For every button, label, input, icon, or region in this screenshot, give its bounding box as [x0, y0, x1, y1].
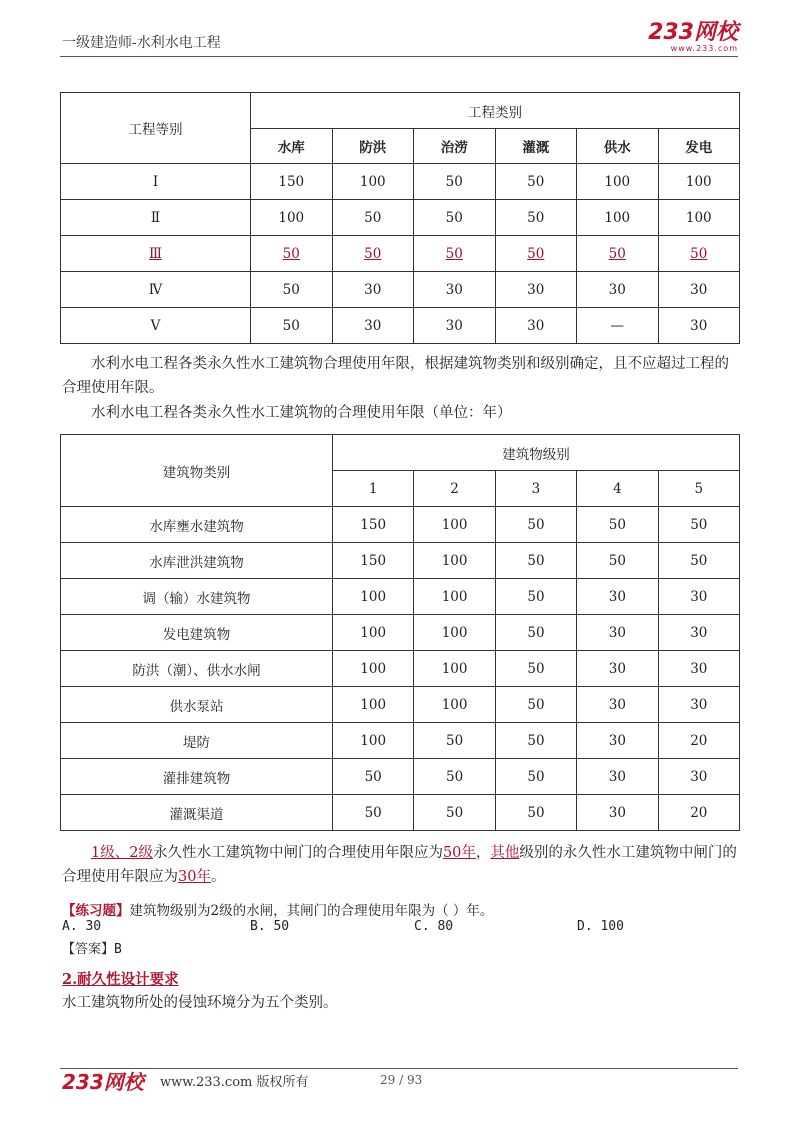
table2-column-header: 5: [658, 471, 739, 507]
table-cell: 50: [495, 507, 576, 543]
table-cell: 30: [658, 651, 739, 687]
paragraph-service-life: 水利水电工程各类永久性水工建筑物合理使用年限，根据建筑物类别和级别确定，且不应超过工程的合理使用年限。: [62, 356, 729, 396]
footer-divider: [60, 1068, 738, 1069]
table1-column-header: 供水: [577, 129, 659, 164]
table-cell: 50: [495, 723, 576, 759]
table-cell: 30: [414, 308, 496, 344]
table-row: [61, 236, 740, 272]
table-cell: 50: [333, 795, 414, 831]
table-cell: 30: [577, 651, 658, 687]
section-title: [62, 968, 740, 992]
table-cell: 30: [495, 272, 577, 308]
building-type-cell: 防洪（潮）、供水水闸: [61, 651, 333, 687]
table-cell: 100: [577, 200, 659, 236]
table-row: [61, 164, 740, 200]
table-cell: 100: [333, 615, 414, 651]
table-cell: 50: [495, 200, 577, 236]
table-cell: 50: [577, 507, 658, 543]
table-cell: 50: [414, 200, 496, 236]
building-type-cell: 灌排建筑物: [61, 759, 333, 795]
option-b: B. 50: [250, 919, 290, 934]
table-cell: 30: [495, 308, 577, 344]
table-cell: 100: [333, 579, 414, 615]
table-cell: 100: [577, 164, 659, 200]
table-row: [61, 272, 740, 308]
grade-cell: Ⅳ: [61, 272, 251, 308]
table-cell: 20: [658, 723, 739, 759]
table-cell: 50: [333, 759, 414, 795]
table2-group-header: 建筑物级别: [333, 435, 740, 471]
table-cell: 50: [495, 543, 576, 579]
header-divider: [60, 56, 738, 57]
table-cell: 150: [251, 164, 333, 200]
table-cell: 30: [577, 759, 658, 795]
table-cell: 100: [414, 507, 495, 543]
table-row: [61, 579, 740, 615]
table-cell: 100: [414, 651, 495, 687]
table-cell: 50: [332, 200, 414, 236]
table-cell: 30: [577, 687, 658, 723]
option-c: C. 80: [414, 919, 454, 934]
logo-text: 233网校: [648, 20, 738, 45]
table-cell: 50: [658, 543, 739, 579]
table1-row-header: 工程等别: [61, 93, 251, 164]
table-cell: 50: [658, 236, 740, 272]
table-row: [61, 795, 740, 831]
table-row: [61, 543, 740, 579]
table2-column-header: 4: [577, 471, 658, 507]
table-cell: 50: [495, 687, 576, 723]
table-cell: 100: [251, 200, 333, 236]
table-cell: 50: [495, 164, 577, 200]
table-cell: 30: [332, 308, 414, 344]
table2-row-header: 建筑物类别: [61, 435, 333, 507]
table-cell: 100: [658, 200, 740, 236]
table-row: [61, 723, 740, 759]
table-cell: 50: [495, 795, 576, 831]
footer-logo: 233网校: [62, 1070, 144, 1094]
building-type-cell: 水库壅水建筑物: [61, 507, 333, 543]
document-title: 一级建造师-水利水电工程: [62, 35, 221, 51]
table-cell: 50: [414, 236, 496, 272]
option-d: D. 100: [577, 919, 624, 934]
project-grade-table: [60, 92, 740, 344]
note-comma: ，: [475, 845, 491, 861]
table-cell: 30: [658, 687, 739, 723]
building-type-cell: 调（输）水建筑物: [61, 579, 333, 615]
table-row: [61, 200, 740, 236]
note-grade-1-2: 1级、2级: [91, 845, 153, 861]
table2-column-header: 1: [333, 471, 414, 507]
table-cell: 20: [658, 795, 739, 831]
table-cell: 150: [333, 543, 414, 579]
table-cell: 100: [414, 687, 495, 723]
table1-column-header: 水库: [251, 129, 333, 164]
note-30-years: 30年: [178, 869, 211, 885]
table1-column-header: 治涝: [414, 129, 496, 164]
table-row: [61, 507, 740, 543]
section-text: 水工建筑物所处的侵蚀环境分为五个类别。: [62, 995, 338, 1011]
table-row: [61, 615, 740, 651]
table-cell: 100: [333, 723, 414, 759]
exercise-text: 建筑物级别为2级的水闸，其闸门的合理使用年限为（ ）年。: [129, 903, 494, 919]
note-50-years: 50年: [442, 845, 476, 861]
table-cell: 30: [658, 579, 739, 615]
table1-column-header: 防洪: [332, 129, 414, 164]
note-period: 。: [210, 869, 226, 885]
grade-cell: Ⅰ: [61, 164, 251, 200]
note-other: 其他: [490, 845, 520, 861]
grade-cell: Ⅴ: [61, 308, 251, 344]
grade-cell: Ⅲ: [61, 236, 251, 272]
table-cell: 50: [495, 651, 576, 687]
table-cell: 100: [332, 164, 414, 200]
building-type-cell: 堤防: [61, 723, 333, 759]
table-cell: 50: [251, 236, 333, 272]
table1-column-header: 灌溉: [495, 129, 577, 164]
section-heading: 2.耐久性设计要求: [62, 971, 179, 988]
table-cell: 50: [251, 272, 333, 308]
table-cell: 30: [577, 615, 658, 651]
table1-column-header: 发电: [658, 129, 740, 164]
table-cell: 50: [658, 507, 739, 543]
exercise-question: [62, 899, 740, 923]
table-cell: 30: [577, 723, 658, 759]
table-cell: 50: [495, 579, 576, 615]
note-text-2: 级别的永久性水工建筑物中闸门的合理使用年限应为: [62, 845, 737, 885]
table-cell: 30: [658, 615, 739, 651]
table-cell: 50: [414, 164, 496, 200]
option-a: A. 30: [62, 919, 102, 934]
page-number: 29 / 93: [380, 1073, 423, 1087]
table-cell: 50: [495, 759, 576, 795]
table-cell: 30: [658, 272, 740, 308]
building-type-cell: 灌溉渠道: [61, 795, 333, 831]
table-row: [61, 759, 740, 795]
table-cell: 30: [658, 308, 740, 344]
footer-copyright: www.233.com 版权所有: [160, 1075, 309, 1090]
table-row: [61, 308, 740, 344]
table-cell: 30: [414, 272, 496, 308]
exercise-answer: 【答案】B: [62, 942, 122, 957]
table-cell: 50: [251, 308, 333, 344]
building-service-life-table: [60, 434, 740, 831]
table-cell: 50: [577, 236, 659, 272]
building-type-cell: 发电建筑物: [61, 615, 333, 651]
table-cell: 30: [658, 759, 739, 795]
logo-url: www.233.com: [670, 44, 738, 53]
table-cell: 30: [577, 272, 659, 308]
table-cell: 100: [658, 164, 740, 200]
table-cell: 100: [414, 543, 495, 579]
table-cell: 50: [332, 236, 414, 272]
table-cell: 50: [495, 615, 576, 651]
building-type-cell: 供水泵站: [61, 687, 333, 723]
table-cell: 50: [414, 759, 495, 795]
paragraph-table-caption: 水利水电工程各类永久性水工建筑物的合理使用年限（单位：年）: [91, 405, 512, 421]
exercise-tag: 【练习题】: [62, 903, 130, 919]
table-cell: 100: [414, 579, 495, 615]
table-cell: 30: [577, 795, 658, 831]
building-type-cell: 水库泄洪建筑物: [61, 543, 333, 579]
table-cell: 100: [333, 651, 414, 687]
table-row: [61, 651, 740, 687]
grade-cell: Ⅱ: [61, 200, 251, 236]
note-text-1: 永久性水工建筑物中闸门的合理使用年限应为: [152, 845, 443, 861]
brand-logo: [648, 22, 738, 54]
table2-column-header: 2: [414, 471, 495, 507]
table-cell: 50: [577, 543, 658, 579]
table-cell: 150: [333, 507, 414, 543]
table-cell: 50: [414, 723, 495, 759]
table-cell: 100: [333, 687, 414, 723]
table2-column-header: 3: [495, 471, 576, 507]
table-cell: 30: [332, 272, 414, 308]
table-cell: —: [577, 308, 659, 344]
table-cell: 50: [414, 795, 495, 831]
gate-service-life-note: [62, 841, 740, 889]
table-row: [61, 687, 740, 723]
table1-group-header: 工程类别: [251, 93, 740, 129]
table-cell: 100: [414, 615, 495, 651]
table-cell: 30: [577, 579, 658, 615]
table-cell: 50: [495, 236, 577, 272]
